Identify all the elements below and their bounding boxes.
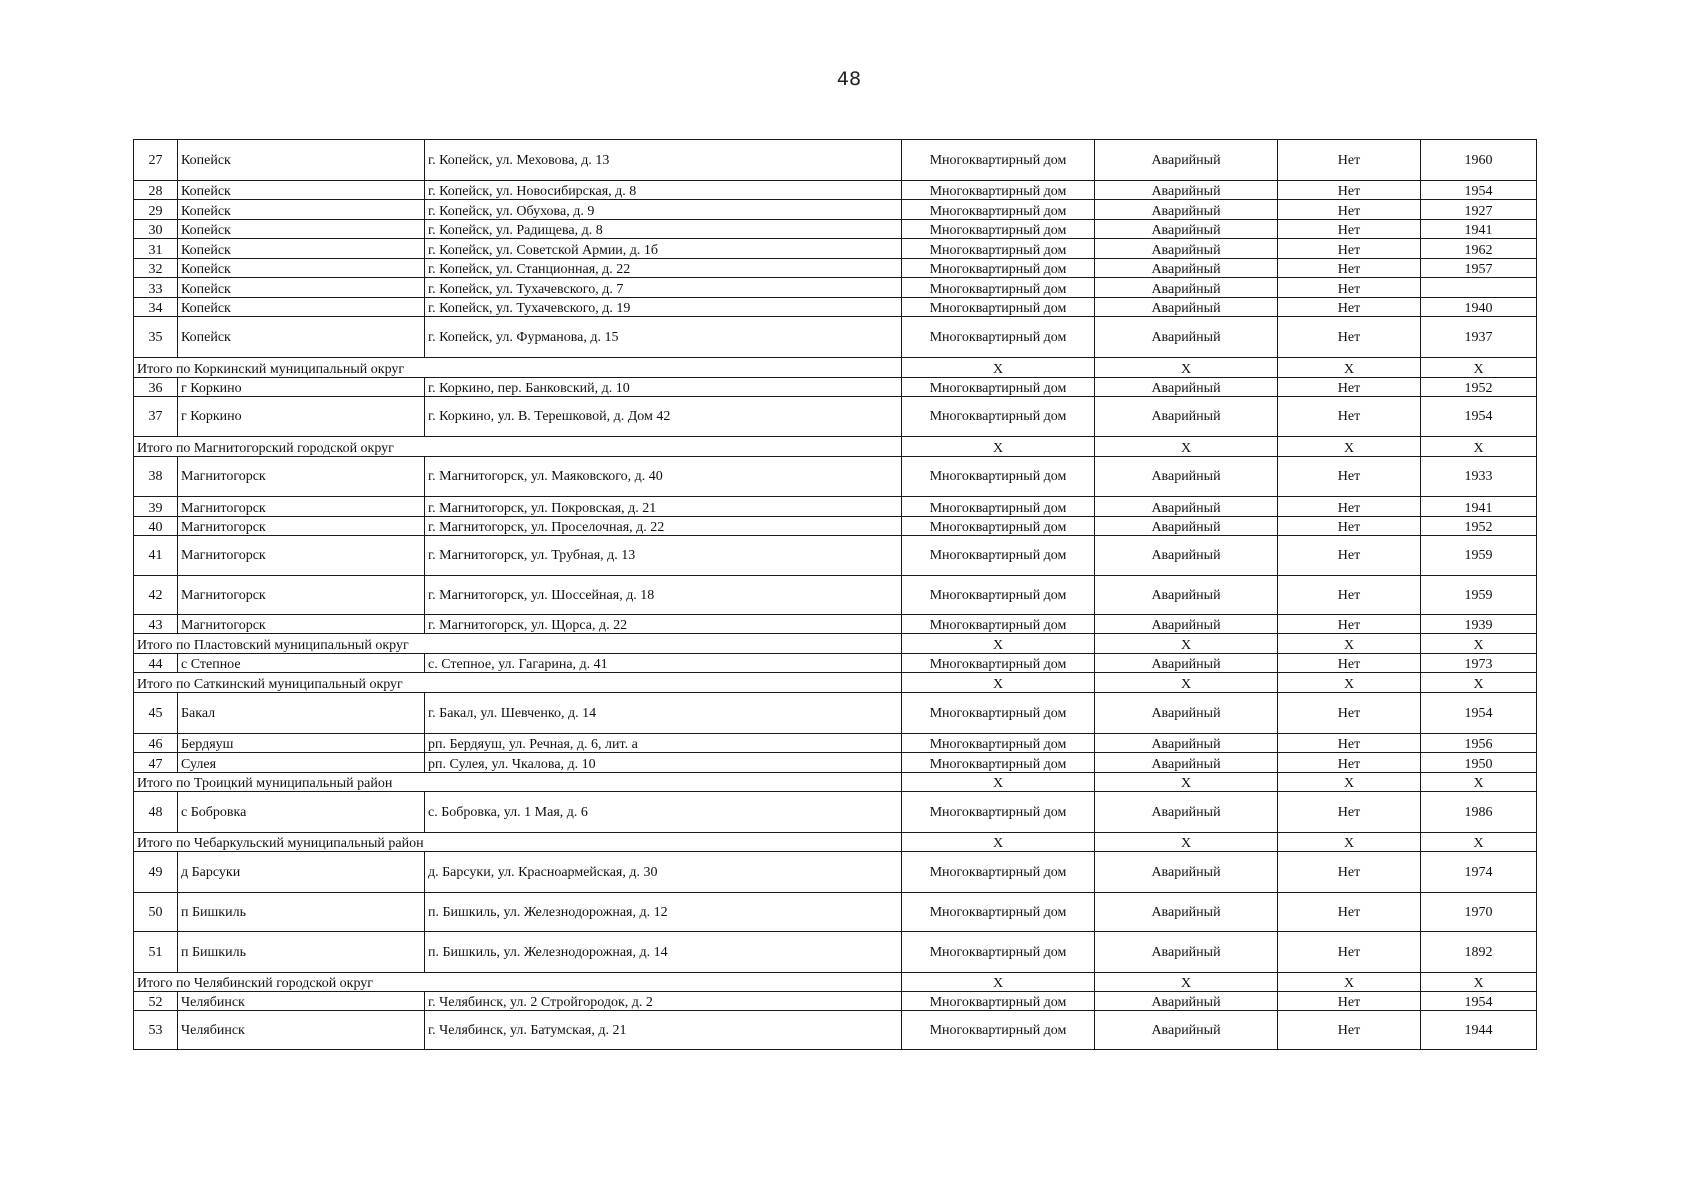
- subtotal-x-mark: X: [1278, 634, 1421, 654]
- row-number: 44: [134, 654, 178, 673]
- subtotal-x-mark: X: [1278, 833, 1421, 852]
- settlement-cell: г Коркино: [178, 378, 425, 397]
- subtotal-x-mark: X: [1095, 437, 1278, 457]
- status-cell: Аварийный: [1095, 140, 1278, 181]
- row-number: 39: [134, 497, 178, 517]
- year-cell: 1986: [1421, 792, 1537, 833]
- settlement-cell: Челябинск: [178, 992, 425, 1011]
- flag-cell: Нет: [1278, 992, 1421, 1011]
- flag-cell: Нет: [1278, 517, 1421, 536]
- row-number: 34: [134, 298, 178, 317]
- settlement-cell: Копейск: [178, 181, 425, 200]
- table-row: [134, 140, 1537, 181]
- flag-cell: Нет: [1278, 140, 1421, 181]
- house-type-cell: Многоквартирный дом: [902, 1011, 1095, 1050]
- year-cell: 1970: [1421, 893, 1537, 932]
- table-row: [134, 932, 1537, 973]
- table-row: [134, 200, 1537, 220]
- status-cell: Аварийный: [1095, 734, 1278, 753]
- house-type-cell: Многоквартирный дом: [902, 536, 1095, 576]
- settlement-cell: с Бобровка: [178, 792, 425, 833]
- row-number: 36: [134, 378, 178, 397]
- subtotal-x-mark: X: [902, 673, 1095, 693]
- table-row: [134, 654, 1537, 673]
- year-cell: 1956: [1421, 734, 1537, 753]
- table-row: [134, 298, 1537, 317]
- subtotal-x-mark: X: [1095, 773, 1278, 792]
- table-row: [134, 753, 1537, 773]
- settlement-cell: Копейск: [178, 200, 425, 220]
- subtotal-row: [134, 833, 1537, 852]
- subtotal-row: [134, 673, 1537, 693]
- subtotal-x-mark: X: [1278, 773, 1421, 792]
- row-number: 40: [134, 517, 178, 536]
- subtotal-label: Итого по Магнитогорский городской округ: [134, 437, 902, 457]
- settlement-cell: п Бишкиль: [178, 893, 425, 932]
- status-cell: Аварийный: [1095, 893, 1278, 932]
- settlement-cell: п Бишкиль: [178, 932, 425, 973]
- address-cell: г. Копейск, ул. Обухова, д. 9: [425, 200, 902, 220]
- address-cell: рп. Бердяуш, ул. Речная, д. 6, лит. а: [425, 734, 902, 753]
- table-row: [134, 852, 1537, 893]
- status-cell: Аварийный: [1095, 852, 1278, 893]
- address-cell: д. Барсуки, ул. Красноармейская, д. 30: [425, 852, 902, 893]
- address-cell: г. Копейск, ул. Фурманова, д. 15: [425, 317, 902, 358]
- flag-cell: Нет: [1278, 932, 1421, 973]
- address-cell: г. Бакал, ул. Шевченко, д. 14: [425, 693, 902, 734]
- address-cell: г. Копейск, ул. Меховова, д. 13: [425, 140, 902, 181]
- house-type-cell: Многоквартирный дом: [902, 259, 1095, 278]
- status-cell: Аварийный: [1095, 239, 1278, 259]
- subtotal-x-mark: X: [1421, 773, 1537, 792]
- flag-cell: Нет: [1278, 497, 1421, 517]
- subtotal-x-mark: X: [1095, 833, 1278, 852]
- table-row: [134, 536, 1537, 576]
- status-cell: Аварийный: [1095, 181, 1278, 200]
- table-row: [134, 278, 1537, 298]
- flag-cell: Нет: [1278, 615, 1421, 634]
- house-type-cell: Многоквартирный дом: [902, 517, 1095, 536]
- subtotal-x-mark: X: [902, 358, 1095, 378]
- table-row: [134, 576, 1537, 615]
- table-row: [134, 397, 1537, 437]
- year-cell: [1421, 278, 1537, 298]
- house-type-cell: Многоквартирный дом: [902, 397, 1095, 437]
- flag-cell: Нет: [1278, 298, 1421, 317]
- flag-cell: Нет: [1278, 576, 1421, 615]
- house-type-cell: Многоквартирный дом: [902, 932, 1095, 973]
- year-cell: 1954: [1421, 693, 1537, 734]
- row-number: 41: [134, 536, 178, 576]
- flag-cell: Нет: [1278, 278, 1421, 298]
- settlement-cell: Магнитогорск: [178, 615, 425, 634]
- settlement-cell: Челябинск: [178, 1011, 425, 1050]
- subtotal-x-mark: X: [1278, 358, 1421, 378]
- row-number: 52: [134, 992, 178, 1011]
- address-cell: г. Магнитогорск, ул. Покровская, д. 21: [425, 497, 902, 517]
- row-number: 38: [134, 457, 178, 497]
- registry-table-body: [134, 140, 1537, 1050]
- address-cell: г. Копейск, ул. Станционная, д. 22: [425, 259, 902, 278]
- year-cell: 1933: [1421, 457, 1537, 497]
- settlement-cell: Бердяуш: [178, 734, 425, 753]
- page-number: 48: [836, 68, 862, 90]
- address-cell: г. Коркино, пер. Банковский, д. 10: [425, 378, 902, 397]
- flag-cell: Нет: [1278, 457, 1421, 497]
- settlement-cell: д Барсуки: [178, 852, 425, 893]
- table-row: [134, 992, 1537, 1011]
- address-cell: г. Магнитогорск, ул. Шоссейная, д. 18: [425, 576, 902, 615]
- year-cell: 1937: [1421, 317, 1537, 358]
- flag-cell: Нет: [1278, 397, 1421, 437]
- year-cell: 1892: [1421, 932, 1537, 973]
- address-cell: г. Магнитогорск, ул. Проселочная, д. 22: [425, 517, 902, 536]
- year-cell: 1959: [1421, 576, 1537, 615]
- house-type-cell: Многоквартирный дом: [902, 792, 1095, 833]
- status-cell: Аварийный: [1095, 298, 1278, 317]
- house-type-cell: Многоквартирный дом: [902, 497, 1095, 517]
- row-number: 46: [134, 734, 178, 753]
- row-number: 47: [134, 753, 178, 773]
- table-row: [134, 792, 1537, 833]
- status-cell: Аварийный: [1095, 693, 1278, 734]
- subtotal-row: [134, 437, 1537, 457]
- subtotal-x-mark: X: [1095, 634, 1278, 654]
- address-cell: г. Копейск, ул. Тухачевского, д. 19: [425, 298, 902, 317]
- year-cell: 1954: [1421, 181, 1537, 200]
- year-cell: 1959: [1421, 536, 1537, 576]
- subtotal-label: Итого по Коркинский муниципальный округ: [134, 358, 902, 378]
- subtotal-x-mark: X: [1421, 833, 1537, 852]
- house-type-cell: Многоквартирный дом: [902, 298, 1095, 317]
- flag-cell: Нет: [1278, 181, 1421, 200]
- year-cell: 1952: [1421, 517, 1537, 536]
- status-cell: Аварийный: [1095, 615, 1278, 634]
- subtotal-label: Итого по Саткинский муниципальный округ: [134, 673, 902, 693]
- flag-cell: Нет: [1278, 317, 1421, 358]
- year-cell: 1940: [1421, 298, 1537, 317]
- settlement-cell: Магнитогорск: [178, 497, 425, 517]
- subtotal-label: Итого по Чебаркульский муниципальный район: [134, 833, 902, 852]
- table-row: [134, 259, 1537, 278]
- row-number: 53: [134, 1011, 178, 1050]
- house-type-cell: Многоквартирный дом: [902, 852, 1095, 893]
- subtotal-row: [134, 634, 1537, 654]
- status-cell: Аварийный: [1095, 576, 1278, 615]
- status-cell: Аварийный: [1095, 992, 1278, 1011]
- status-cell: Аварийный: [1095, 497, 1278, 517]
- address-cell: рп. Сулея, ул. Чкалова, д. 10: [425, 753, 902, 773]
- house-type-cell: Многоквартирный дом: [902, 992, 1095, 1011]
- settlement-cell: Копейск: [178, 220, 425, 239]
- row-number: 29: [134, 200, 178, 220]
- status-cell: Аварийный: [1095, 378, 1278, 397]
- address-cell: г. Коркино, ул. В. Терешковой, д. Дом 42: [425, 397, 902, 437]
- flag-cell: Нет: [1278, 239, 1421, 259]
- house-type-cell: Многоквартирный дом: [902, 457, 1095, 497]
- flag-cell: Нет: [1278, 753, 1421, 773]
- table-row: [134, 220, 1537, 239]
- subtotal-x-mark: X: [902, 973, 1095, 992]
- table-row: [134, 378, 1537, 397]
- address-cell: г. Магнитогорск, ул. Трубная, д. 13: [425, 536, 902, 576]
- subtotal-row: [134, 973, 1537, 992]
- row-number: 28: [134, 181, 178, 200]
- table-row: [134, 181, 1537, 200]
- subtotal-label: Итого по Троицкий муниципальный район: [134, 773, 902, 792]
- row-number: 51: [134, 932, 178, 973]
- year-cell: 1957: [1421, 259, 1537, 278]
- status-cell: Аварийный: [1095, 517, 1278, 536]
- house-type-cell: Многоквартирный дом: [902, 278, 1095, 298]
- row-number: 50: [134, 893, 178, 932]
- status-cell: Аварийный: [1095, 397, 1278, 437]
- row-number: 27: [134, 140, 178, 181]
- status-cell: Аварийный: [1095, 200, 1278, 220]
- house-type-cell: Многоквартирный дом: [902, 239, 1095, 259]
- settlement-cell: г Коркино: [178, 397, 425, 437]
- address-cell: п. Бишкиль, ул. Железнодорожная, д. 12: [425, 893, 902, 932]
- year-cell: 1974: [1421, 852, 1537, 893]
- address-cell: г. Копейск, ул. Тухачевского, д. 7: [425, 278, 902, 298]
- year-cell: 1941: [1421, 497, 1537, 517]
- subtotal-x-mark: X: [1421, 973, 1537, 992]
- subtotal-x-mark: X: [1421, 437, 1537, 457]
- status-cell: Аварийный: [1095, 457, 1278, 497]
- subtotal-x-mark: X: [902, 437, 1095, 457]
- settlement-cell: Сулея: [178, 753, 425, 773]
- address-cell: г. Копейск, ул. Советской Армии, д. 1б: [425, 239, 902, 259]
- flag-cell: Нет: [1278, 536, 1421, 576]
- address-cell: г. Магнитогорск, ул. Щорса, д. 22: [425, 615, 902, 634]
- address-cell: п. Бишкиль, ул. Железнодорожная, д. 14: [425, 932, 902, 973]
- address-cell: с. Бобровка, ул. 1 Мая, д. 6: [425, 792, 902, 833]
- subtotal-x-mark: X: [1421, 673, 1537, 693]
- settlement-cell: Копейск: [178, 317, 425, 358]
- row-number: 33: [134, 278, 178, 298]
- settlement-cell: Копейск: [178, 140, 425, 181]
- house-type-cell: Многоквартирный дом: [902, 317, 1095, 358]
- settlement-cell: Копейск: [178, 298, 425, 317]
- row-number: 42: [134, 576, 178, 615]
- address-cell: г. Копейск, ул. Новосибирская, д. 8: [425, 181, 902, 200]
- row-number: 37: [134, 397, 178, 437]
- status-cell: Аварийный: [1095, 1011, 1278, 1050]
- status-cell: Аварийный: [1095, 753, 1278, 773]
- house-type-cell: Многоквартирный дом: [902, 734, 1095, 753]
- table-row: [134, 734, 1537, 753]
- year-cell: 1944: [1421, 1011, 1537, 1050]
- settlement-cell: Копейск: [178, 259, 425, 278]
- row-number: 45: [134, 693, 178, 734]
- house-type-cell: Многоквартирный дом: [902, 893, 1095, 932]
- subtotal-row: [134, 358, 1537, 378]
- flag-cell: Нет: [1278, 259, 1421, 278]
- subtotal-x-mark: X: [1095, 358, 1278, 378]
- table-row: [134, 893, 1537, 932]
- subtotal-x-mark: X: [902, 773, 1095, 792]
- table-row: [134, 239, 1537, 259]
- table-row: [134, 693, 1537, 734]
- address-cell: г. Челябинск, ул. 2 Стройгородок, д. 2: [425, 992, 902, 1011]
- address-cell: г. Магнитогорск, ул. Маяковского, д. 40: [425, 457, 902, 497]
- row-number: 32: [134, 259, 178, 278]
- year-cell: 1939: [1421, 615, 1537, 634]
- status-cell: Аварийный: [1095, 317, 1278, 358]
- settlement-cell: Бакал: [178, 693, 425, 734]
- status-cell: Аварийный: [1095, 536, 1278, 576]
- house-type-cell: Многоквартирный дом: [902, 654, 1095, 673]
- status-cell: Аварийный: [1095, 259, 1278, 278]
- subtotal-label: Итого по Челябинский городской округ: [134, 973, 902, 992]
- year-cell: 1927: [1421, 200, 1537, 220]
- status-cell: Аварийный: [1095, 932, 1278, 973]
- subtotal-x-mark: X: [1421, 358, 1537, 378]
- housing-registry-table: [133, 139, 1537, 1050]
- year-cell: 1952: [1421, 378, 1537, 397]
- house-type-cell: Многоквартирный дом: [902, 140, 1095, 181]
- house-type-cell: Многоквартирный дом: [902, 200, 1095, 220]
- subtotal-x-mark: X: [902, 833, 1095, 852]
- flag-cell: Нет: [1278, 654, 1421, 673]
- table-row: [134, 615, 1537, 634]
- house-type-cell: Многоквартирный дом: [902, 615, 1095, 634]
- house-type-cell: Многоквартирный дом: [902, 378, 1095, 397]
- status-cell: Аварийный: [1095, 654, 1278, 673]
- row-number: 30: [134, 220, 178, 239]
- settlement-cell: Копейск: [178, 278, 425, 298]
- table-row: [134, 457, 1537, 497]
- year-cell: 1950: [1421, 753, 1537, 773]
- subtotal-label: Итого по Пластовский муниципальный округ: [134, 634, 902, 654]
- house-type-cell: Многоквартирный дом: [902, 181, 1095, 200]
- settlement-cell: Копейск: [178, 239, 425, 259]
- subtotal-x-mark: X: [1095, 973, 1278, 992]
- status-cell: Аварийный: [1095, 220, 1278, 239]
- settlement-cell: с Степное: [178, 654, 425, 673]
- house-type-cell: Многоквартирный дом: [902, 693, 1095, 734]
- row-number: 35: [134, 317, 178, 358]
- subtotal-x-mark: X: [1421, 634, 1537, 654]
- row-number: 31: [134, 239, 178, 259]
- house-type-cell: Многоквартирный дом: [902, 576, 1095, 615]
- subtotal-x-mark: X: [1278, 437, 1421, 457]
- subtotal-x-mark: X: [1095, 673, 1278, 693]
- flag-cell: Нет: [1278, 893, 1421, 932]
- year-cell: 1960: [1421, 140, 1537, 181]
- row-number: 48: [134, 792, 178, 833]
- year-cell: 1954: [1421, 397, 1537, 437]
- flag-cell: Нет: [1278, 378, 1421, 397]
- row-number: 49: [134, 852, 178, 893]
- settlement-cell: Магнитогорск: [178, 536, 425, 576]
- flag-cell: Нет: [1278, 1011, 1421, 1050]
- status-cell: Аварийный: [1095, 792, 1278, 833]
- row-number: 43: [134, 615, 178, 634]
- year-cell: 1973: [1421, 654, 1537, 673]
- settlement-cell: Магнитогорск: [178, 457, 425, 497]
- table-row: [134, 497, 1537, 517]
- subtotal-x-mark: X: [1278, 973, 1421, 992]
- year-cell: 1962: [1421, 239, 1537, 259]
- table-row: [134, 1011, 1537, 1050]
- table-row: [134, 517, 1537, 536]
- year-cell: 1954: [1421, 992, 1537, 1011]
- flag-cell: Нет: [1278, 734, 1421, 753]
- table-row: [134, 317, 1537, 358]
- settlement-cell: Магнитогорск: [178, 517, 425, 536]
- flag-cell: Нет: [1278, 852, 1421, 893]
- status-cell: Аварийный: [1095, 278, 1278, 298]
- subtotal-row: [134, 773, 1537, 792]
- flag-cell: Нет: [1278, 792, 1421, 833]
- subtotal-x-mark: X: [1278, 673, 1421, 693]
- settlement-cell: Магнитогорск: [178, 576, 425, 615]
- subtotal-x-mark: X: [902, 634, 1095, 654]
- address-cell: г. Челябинск, ул. Батумская, д. 21: [425, 1011, 902, 1050]
- year-cell: 1941: [1421, 220, 1537, 239]
- address-cell: г. Копейск, ул. Радищева, д. 8: [425, 220, 902, 239]
- house-type-cell: Многоквартирный дом: [902, 753, 1095, 773]
- address-cell: с. Степное, ул. Гагарина, д. 41: [425, 654, 902, 673]
- house-type-cell: Многоквартирный дом: [902, 220, 1095, 239]
- flag-cell: Нет: [1278, 200, 1421, 220]
- flag-cell: Нет: [1278, 693, 1421, 734]
- flag-cell: Нет: [1278, 220, 1421, 239]
